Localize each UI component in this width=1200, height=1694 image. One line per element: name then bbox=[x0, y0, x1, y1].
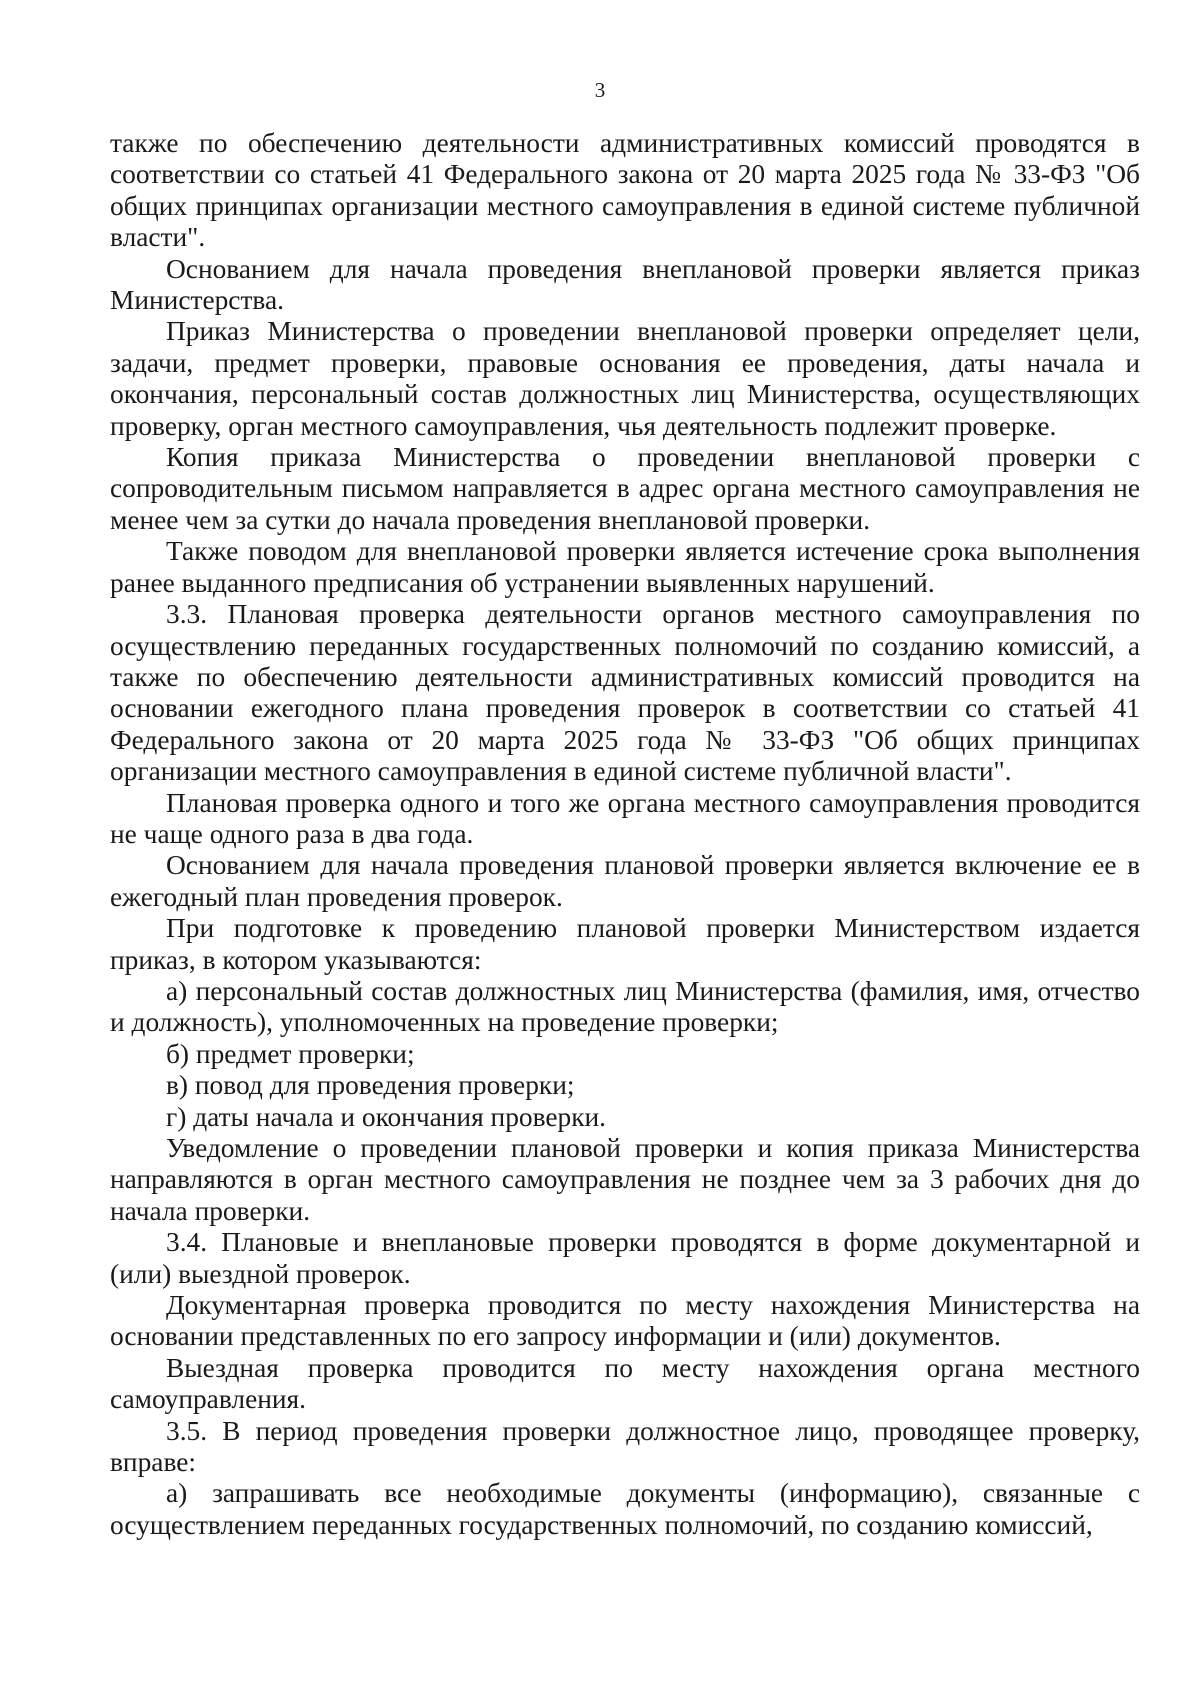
paragraph: Документарная проверка проводится по месту нахождения Министерства на основании представленных по его запросу информации и (или) документов. bbox=[110, 1290, 1140, 1352]
paragraph: Также поводом для внеплановой проверки является истечение срока выполнения ранее выданного предписания об устранении выявленных нарушений. bbox=[110, 536, 1140, 598]
paragraph: г) даты начала и окончания проверки. bbox=[166, 1101, 607, 1132]
paragraph: б) предмет проверки; bbox=[166, 1038, 415, 1069]
paragraph: Плановая проверка одного и того же органа местного самоуправления проводится не чаще одного раза в два года. bbox=[110, 787, 1140, 849]
paragraph: также по обеспечению деятельности административных комиссий проводятся в соответствии со статьей 41 Федерального закона от 20 марта 2025 года № 33-ФЗ "Об общих принципах организации местного самоуправления в единой системе публичной власти". bbox=[110, 128, 1140, 253]
document-body bbox=[110, 128, 1140, 1541]
paragraph: Копия приказа Министерства о проведении внеплановой проверки с сопроводительным письмом направляется в адрес органа местного самоуправления не менее чем за сутки до начала проведения внеплановой проверки. bbox=[110, 442, 1140, 535]
paragraph: 3.5. В период проведения проверки должностное лицо, проводящее проверку, вправе: bbox=[110, 1415, 1140, 1478]
paragraph: Уведомление о проведении плановой проверки и копия приказа Министерства направляются в орган местного самоуправления не позднее чем за 3 рабочих дня до начала проверки. bbox=[110, 1133, 1140, 1226]
paragraph: Основанием для начала проведения внеплановой проверки является приказ Министерства. bbox=[110, 253, 1140, 316]
paragraph: а) персональный состав должностных лиц Министерства (фамилия, имя, отчество и должность), уполномоченных на проведение проверки; bbox=[110, 975, 1140, 1038]
paragraph: в) повод для проведения проверки; bbox=[166, 1070, 575, 1101]
paragraph: а) запрашивать все необходимые документы (информацию), связанные с осуществлением переданных государственных полномочий, по созданию комиссий, bbox=[110, 1478, 1140, 1540]
paragraph: Основанием для начала проведения плановой проверки является включение ее в ежегодный план проведения проверок. bbox=[110, 850, 1140, 912]
paragraph: 3.4. Плановые и внеплановые проверки проводятся в форме документарной и (или) выездной проверок. bbox=[110, 1227, 1140, 1289]
paragraph: Приказ Министерства о проведении внеплановой проверки определяет цели, задачи, предмет проверки, правовые основания ее проведения, даты начала и окончания, персональный состав должностных лиц Министерства, осуществляющих проверку, орган местного самоуправления, чья деятельность подлежит проверке. bbox=[110, 316, 1140, 441]
paragraph: Выездная проверка проводится по месту нахождения органа местного самоуправления. bbox=[110, 1352, 1140, 1415]
paragraph: 3.3. Плановая проверка деятельности органов местного самоуправления по осуществлению переданных государственных полномочий по созданию комиссий, а также по обеспечению деятельности административных комиссий проводится на основании ежегодного плана проведения проверок в соответствии со статьей 41 Федерального закона от 20 марта 2025 года № 33-ФЗ "Об общих принципах организации местного самоуправления в единой системе публичной власти". bbox=[110, 599, 1140, 787]
paragraph: При подготовке к проведению плановой проверки Министерством издается приказ, в котором указываются: bbox=[110, 913, 1140, 975]
page-number: 3 bbox=[594, 78, 606, 102]
